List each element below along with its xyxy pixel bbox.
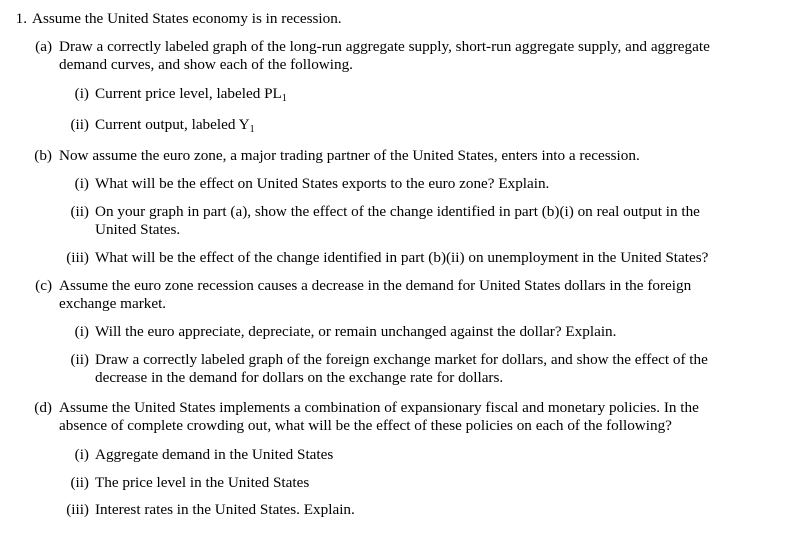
part-d-line-1: Assume the United States implements a combination of expansionary fiscal and monetary policies. In the [59,399,699,416]
part-d-item-i-label: (i) [74,446,89,463]
part-c-item-i-label: (i) [74,323,89,340]
part-d-item-iii-label: (iii) [66,501,89,518]
part-d-item-iii-line-1: Interest rates in the United States. Explain. [95,501,355,518]
part-a-item-i-label: (i) [74,85,89,102]
part-b-item-i-label: (i) [74,175,89,192]
part-b-item-ii-label: (ii) [70,203,89,220]
part-b-item-i-line-1: What will be the effect on United States exports to the euro zone? Explain. [95,175,550,192]
part-d-label: (d) [34,399,52,416]
part-c-line-1: Assume the euro zone recession causes a decrease in the demand for United States dollars in the foreign [59,277,692,294]
part-a-line-2: demand curves, and show each of the following. [59,56,353,73]
part-b-line-1: Now assume the euro zone, a major trading partner of the United States, enters into a recession. [59,147,640,164]
part-d-item-ii-label: (ii) [70,474,89,491]
question-stem: Assume the United States economy is in recession. [32,10,342,27]
part-b-item-ii-line-1: On your graph in part (a), show the effect of the change identified in part (b)(i) on real output in the [95,203,700,220]
part-c-label: (c) [35,277,52,294]
part-c-item-ii-line-1: Draw a correctly labeled graph of the foreign exchange market for dollars, and show the effect of the [95,351,708,368]
part-a-item-ii-label: (ii) [70,116,89,133]
part-a-item-ii-subscript: 1 [249,124,255,135]
part-b-item-iii-label: (iii) [66,249,89,266]
part-a-item-i-subscript: 1 [281,93,287,104]
part-d-item-ii-line-1: The price level in the United States [95,474,310,491]
part-b-label: (b) [34,147,52,164]
part-a-line-1: Draw a correctly labeled graph of the long-run aggregate supply, short-run aggregate supply, and aggregate [59,38,710,55]
part-a-label: (a) [35,38,52,55]
part-c-item-i-line-1: Will the euro appreciate, depreciate, or remain unchanged against the dollar? Explain. [95,323,617,340]
part-d-item-i-line-1: Aggregate demand in the United States [95,446,334,463]
part-c-line-2: exchange market. [59,295,167,312]
part-a-item-ii-text: Current output, labeled Y [95,116,250,133]
part-b-item-ii-line-2: United States. [95,221,181,238]
part-c-item-ii-line-2: decrease in the demand for dollars on the exchange rate for dollars. [95,369,504,386]
part-b-item-iii-line-1: What will be the effect of the change identified in part (b)(ii) on unemployment in the United States? [95,249,709,266]
part-c-item-ii-label: (ii) [70,351,89,368]
question-number: 1. [15,10,27,27]
part-a-item-i-text: Current price level, labeled PL [95,85,282,102]
part-d-line-2: absence of complete crowding out, what will be the effect of these policies on each of the following? [59,417,672,434]
